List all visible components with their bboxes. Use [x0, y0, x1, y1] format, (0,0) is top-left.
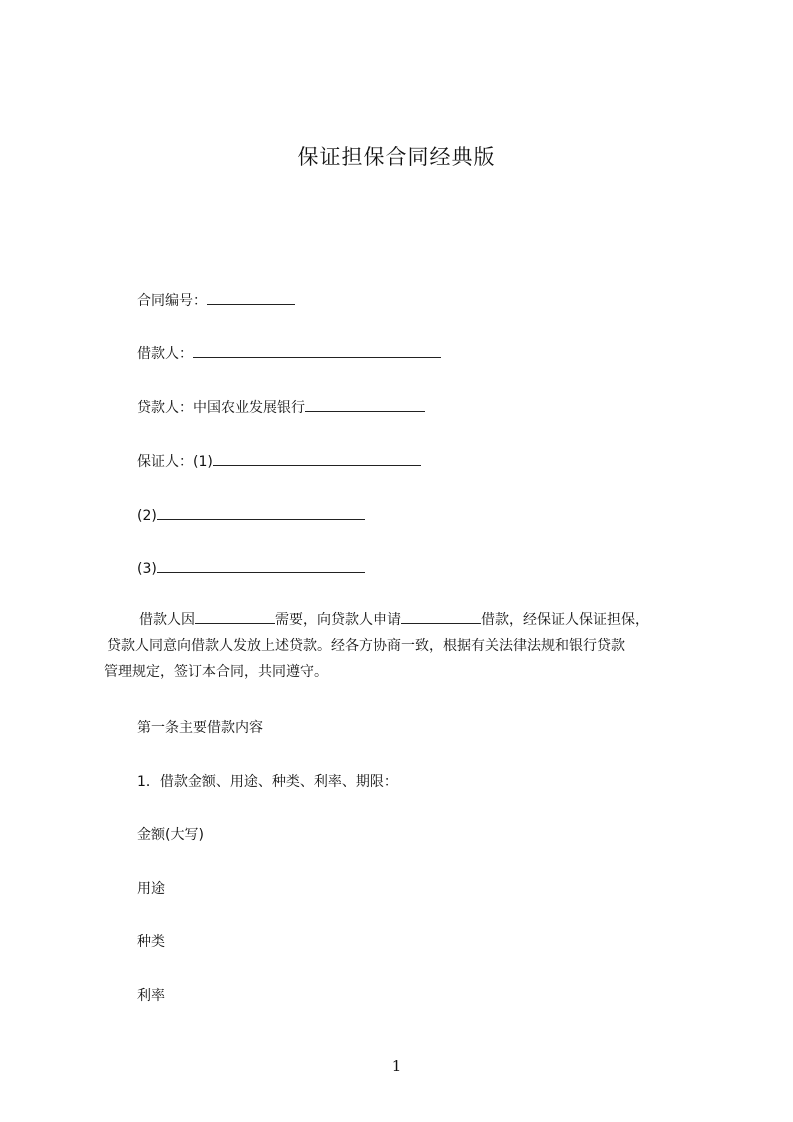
contract-number-blank: [207, 289, 295, 305]
borrower-blank: [193, 342, 441, 358]
guarantor-2-blank: [157, 504, 365, 520]
intro-row-3: 管理规定，签订本合同，共同遵守。: [104, 664, 328, 680]
rate-line: 利率: [137, 988, 165, 1004]
amount-line: 金额(大写): [137, 827, 204, 843]
article-1-item-1: 1．借款金额、用途、种类、利率、期限：: [137, 774, 398, 790]
lender-line: [137, 396, 425, 420]
guarantor-2-label: (2): [137, 508, 157, 524]
purpose-line: 用途: [137, 881, 165, 897]
contract-number-line: [137, 289, 295, 313]
intro-seg-1: 借款人因: [139, 612, 195, 628]
guarantor-1-label: (1): [193, 454, 213, 470]
lender-value: 中国农业发展银行: [193, 400, 305, 416]
guarantor-2-line: [137, 504, 365, 528]
borrower-label: 借款人：: [137, 346, 193, 362]
intro-seg-2: 需要，向贷款人申请: [275, 612, 401, 628]
intro-row-2: 贷款人同意向借款人发放上述贷款。经各方协商一致，根据有关法律法规和银行贷款: [107, 638, 625, 654]
guarantor-3-label: (3): [137, 561, 157, 577]
purpose-blank: [195, 608, 275, 624]
guarantor-label: 保证人：: [137, 454, 193, 470]
intro-seg-3: 借款，经保证人保证担保，: [481, 612, 649, 628]
guarantor-3-line: [137, 557, 365, 581]
type-line: 种类: [137, 934, 165, 950]
lender-blank: [305, 396, 425, 412]
lender-label: 贷款人：: [137, 400, 193, 416]
intro-row-1: [104, 607, 704, 633]
guarantor-1-blank: [213, 450, 421, 466]
intro-paragraph: [104, 607, 704, 685]
guarantor-line: [137, 450, 421, 474]
borrower-line: [137, 342, 441, 366]
contract-number-label: 合同编号：: [137, 293, 207, 309]
page-title: 保证担保合同经典版: [297, 145, 496, 169]
article-1-heading: 第一条主要借款内容: [137, 720, 263, 736]
guarantor-3-blank: [157, 557, 365, 573]
loan-type-blank: [401, 608, 481, 624]
page-number: 1: [391, 1057, 402, 1075]
